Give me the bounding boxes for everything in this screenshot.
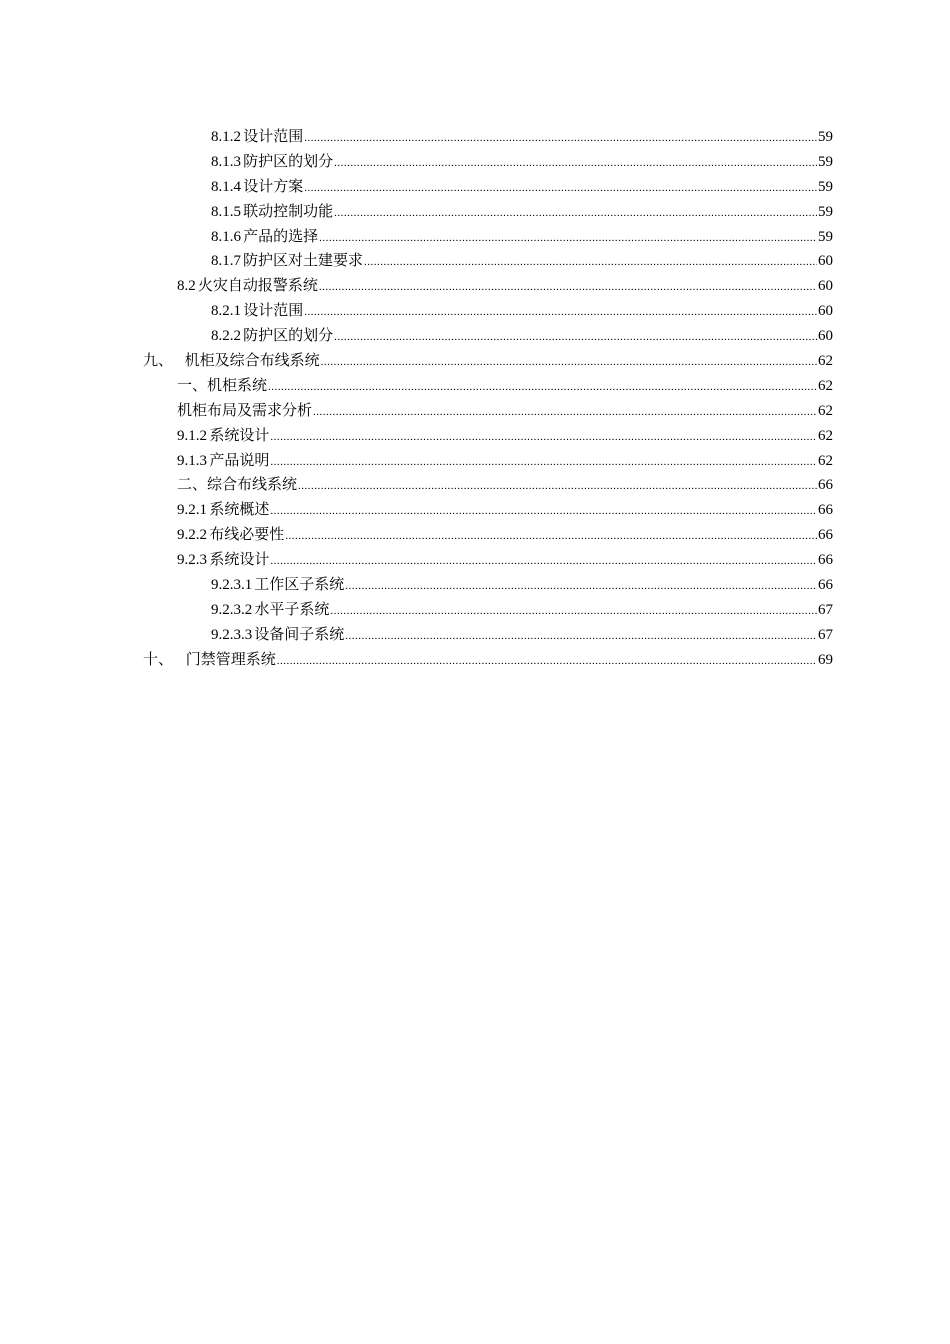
toc-entry-number: 9.2.3.3: [211, 626, 253, 643]
toc-entry[interactable]: [143, 374, 833, 399]
toc-entry[interactable]: [143, 249, 833, 274]
toc-entry-number: 9.1.2: [177, 427, 207, 444]
toc-entry-title: 联动控制功能: [243, 203, 334, 220]
toc-entry-page-number: 66: [818, 502, 833, 519]
toc-entry-page-number: 66: [818, 527, 833, 544]
toc-entry-title: 产品的选择: [243, 228, 319, 245]
toc-entry-page-number: 62: [818, 427, 833, 444]
toc-entry-page-number: 66: [818, 477, 833, 494]
toc-entry-title: 设计范围: [243, 129, 304, 145]
toc-entry[interactable]: [143, 424, 833, 449]
toc-dot-leader: [303, 176, 817, 201]
toc-dot-leader: [269, 425, 817, 450]
toc-dot-leader: [303, 126, 817, 151]
toc-entry[interactable]: [143, 523, 833, 548]
toc-entry-title: 设计方案: [243, 178, 304, 195]
toc-entry[interactable]: [143, 349, 833, 374]
toc-dot-leader: [284, 524, 817, 549]
toc-entry-page-number: 59: [818, 153, 833, 170]
toc-entry-title: 系统设计: [209, 552, 270, 569]
toc-dot-leader: [333, 325, 817, 350]
toc-entry[interactable]: [143, 225, 833, 250]
toc-dot-leader: [318, 275, 817, 300]
toc-entry-number: 8.1.6: [211, 228, 241, 245]
toc-entry[interactable]: [143, 449, 833, 474]
toc-entry-number: 9.2.3.1: [211, 577, 253, 594]
toc-dot-leader: [329, 599, 817, 624]
toc-entry[interactable]: [143, 274, 833, 299]
toc-entry[interactable]: [143, 125, 833, 150]
toc-entry-page-number: 60: [818, 278, 833, 295]
toc-dot-leader: [333, 201, 817, 226]
toc-entry-number: 十、: [143, 651, 174, 668]
toc-entry-number: 8.1.2: [211, 129, 241, 145]
toc-entry-title: 布线必要性: [209, 527, 285, 544]
toc-entry-title: 机柜及综合布线系统: [184, 353, 320, 370]
toc-entry-title: 产品说明: [209, 452, 270, 469]
toc-entry-title: 系统设计: [209, 427, 270, 444]
toc-entry-page-number: 59: [818, 178, 833, 195]
toc-dot-leader: [267, 375, 817, 400]
toc-entry-title: 设备间子系统: [254, 626, 345, 643]
toc-entry-page-number: 66: [818, 577, 833, 594]
toc-dot-leader: [333, 151, 817, 176]
toc-entry-number: 8.1.5: [211, 203, 241, 220]
toc-entry-page-number: 69: [818, 651, 833, 668]
toc-entry[interactable]: [143, 573, 833, 598]
toc-entry-number: 9.2.3: [177, 552, 207, 569]
toc-dot-leader: [276, 649, 817, 674]
toc-entry[interactable]: [143, 498, 833, 523]
toc-entry-page-number: 59: [818, 129, 833, 145]
toc-entry-title: 火灾自动报警系统: [197, 278, 318, 295]
toc-entry[interactable]: [143, 648, 833, 673]
toc-entry-page-number: 62: [818, 402, 833, 419]
toc-entry-page-number: 67: [818, 626, 833, 643]
toc-entry-number: 9.2.1: [177, 502, 207, 519]
toc-entry-title: 系统概述: [209, 502, 270, 519]
toc-dot-leader: [312, 400, 817, 425]
toc-entry[interactable]: [143, 299, 833, 324]
toc-entry-title: 机柜布局及需求分析: [177, 402, 313, 419]
toc-entry[interactable]: [143, 598, 833, 623]
toc-entry-title: 设计范围: [243, 303, 304, 320]
toc-entry-title: 防护区的划分: [243, 328, 334, 345]
toc-dot-leader: [269, 499, 817, 524]
toc-entry-number: 8.1.3: [211, 153, 241, 170]
toc-entry-page-number: 59: [818, 203, 833, 220]
toc-dot-leader: [303, 300, 817, 325]
toc-entry-title: 水平子系统: [254, 601, 330, 618]
toc-entry[interactable]: [143, 399, 833, 424]
toc-dot-leader: [297, 474, 817, 499]
toc-dot-leader: [269, 549, 817, 574]
toc-entry-number: 九、: [143, 353, 174, 370]
toc-entry[interactable]: [143, 548, 833, 573]
toc-entry-number: 8.1.4: [211, 178, 241, 195]
table-of-contents: [143, 125, 833, 673]
toc-entry-title: 防护区的划分: [243, 153, 334, 170]
toc-entry[interactable]: [143, 623, 833, 648]
toc-entry-number: 8.2: [177, 278, 196, 295]
toc-dot-leader: [318, 226, 817, 251]
toc-entry-page-number: 62: [818, 452, 833, 469]
toc-entry[interactable]: [143, 324, 833, 349]
toc-dot-leader: [269, 450, 817, 475]
toc-entry[interactable]: [143, 473, 833, 498]
toc-dot-leader: [344, 574, 817, 599]
toc-entry-page-number: 60: [818, 253, 833, 270]
toc-entry[interactable]: [143, 175, 833, 200]
toc-entry-title: 二、综合布线系统: [177, 477, 298, 494]
toc-entry[interactable]: [143, 200, 833, 225]
toc-entry-number: 8.1.7: [211, 253, 241, 270]
toc-entry-number: 8.2.2: [211, 328, 241, 345]
toc-entry-title: 防护区对土建要求: [242, 253, 363, 270]
toc-dot-leader: [344, 624, 817, 649]
toc-entry-page-number: 60: [818, 303, 833, 320]
toc-entry-page-number: 62: [818, 353, 833, 370]
toc-dot-leader: [363, 250, 817, 275]
toc-entry-page-number: 59: [818, 228, 833, 245]
toc-entry-number: 8.2.1: [211, 303, 241, 320]
toc-entry-page-number: 67: [818, 601, 833, 618]
toc-dot-leader: [320, 350, 817, 375]
toc-entry-title: 门禁管理系统: [185, 651, 276, 668]
toc-entry-number: 9.1.3: [177, 452, 207, 469]
toc-entry-page-number: 66: [818, 552, 833, 569]
toc-entry-number: 9.2.2: [177, 527, 207, 544]
toc-entry[interactable]: [143, 150, 833, 175]
toc-entry-number: 9.2.3.2: [211, 601, 253, 618]
toc-entry-page-number: 62: [818, 377, 833, 394]
toc-entry-page-number: 60: [818, 328, 833, 345]
toc-entry-title: 工作区子系统: [254, 577, 345, 594]
toc-entry-title: 一、机柜系统: [177, 377, 268, 394]
